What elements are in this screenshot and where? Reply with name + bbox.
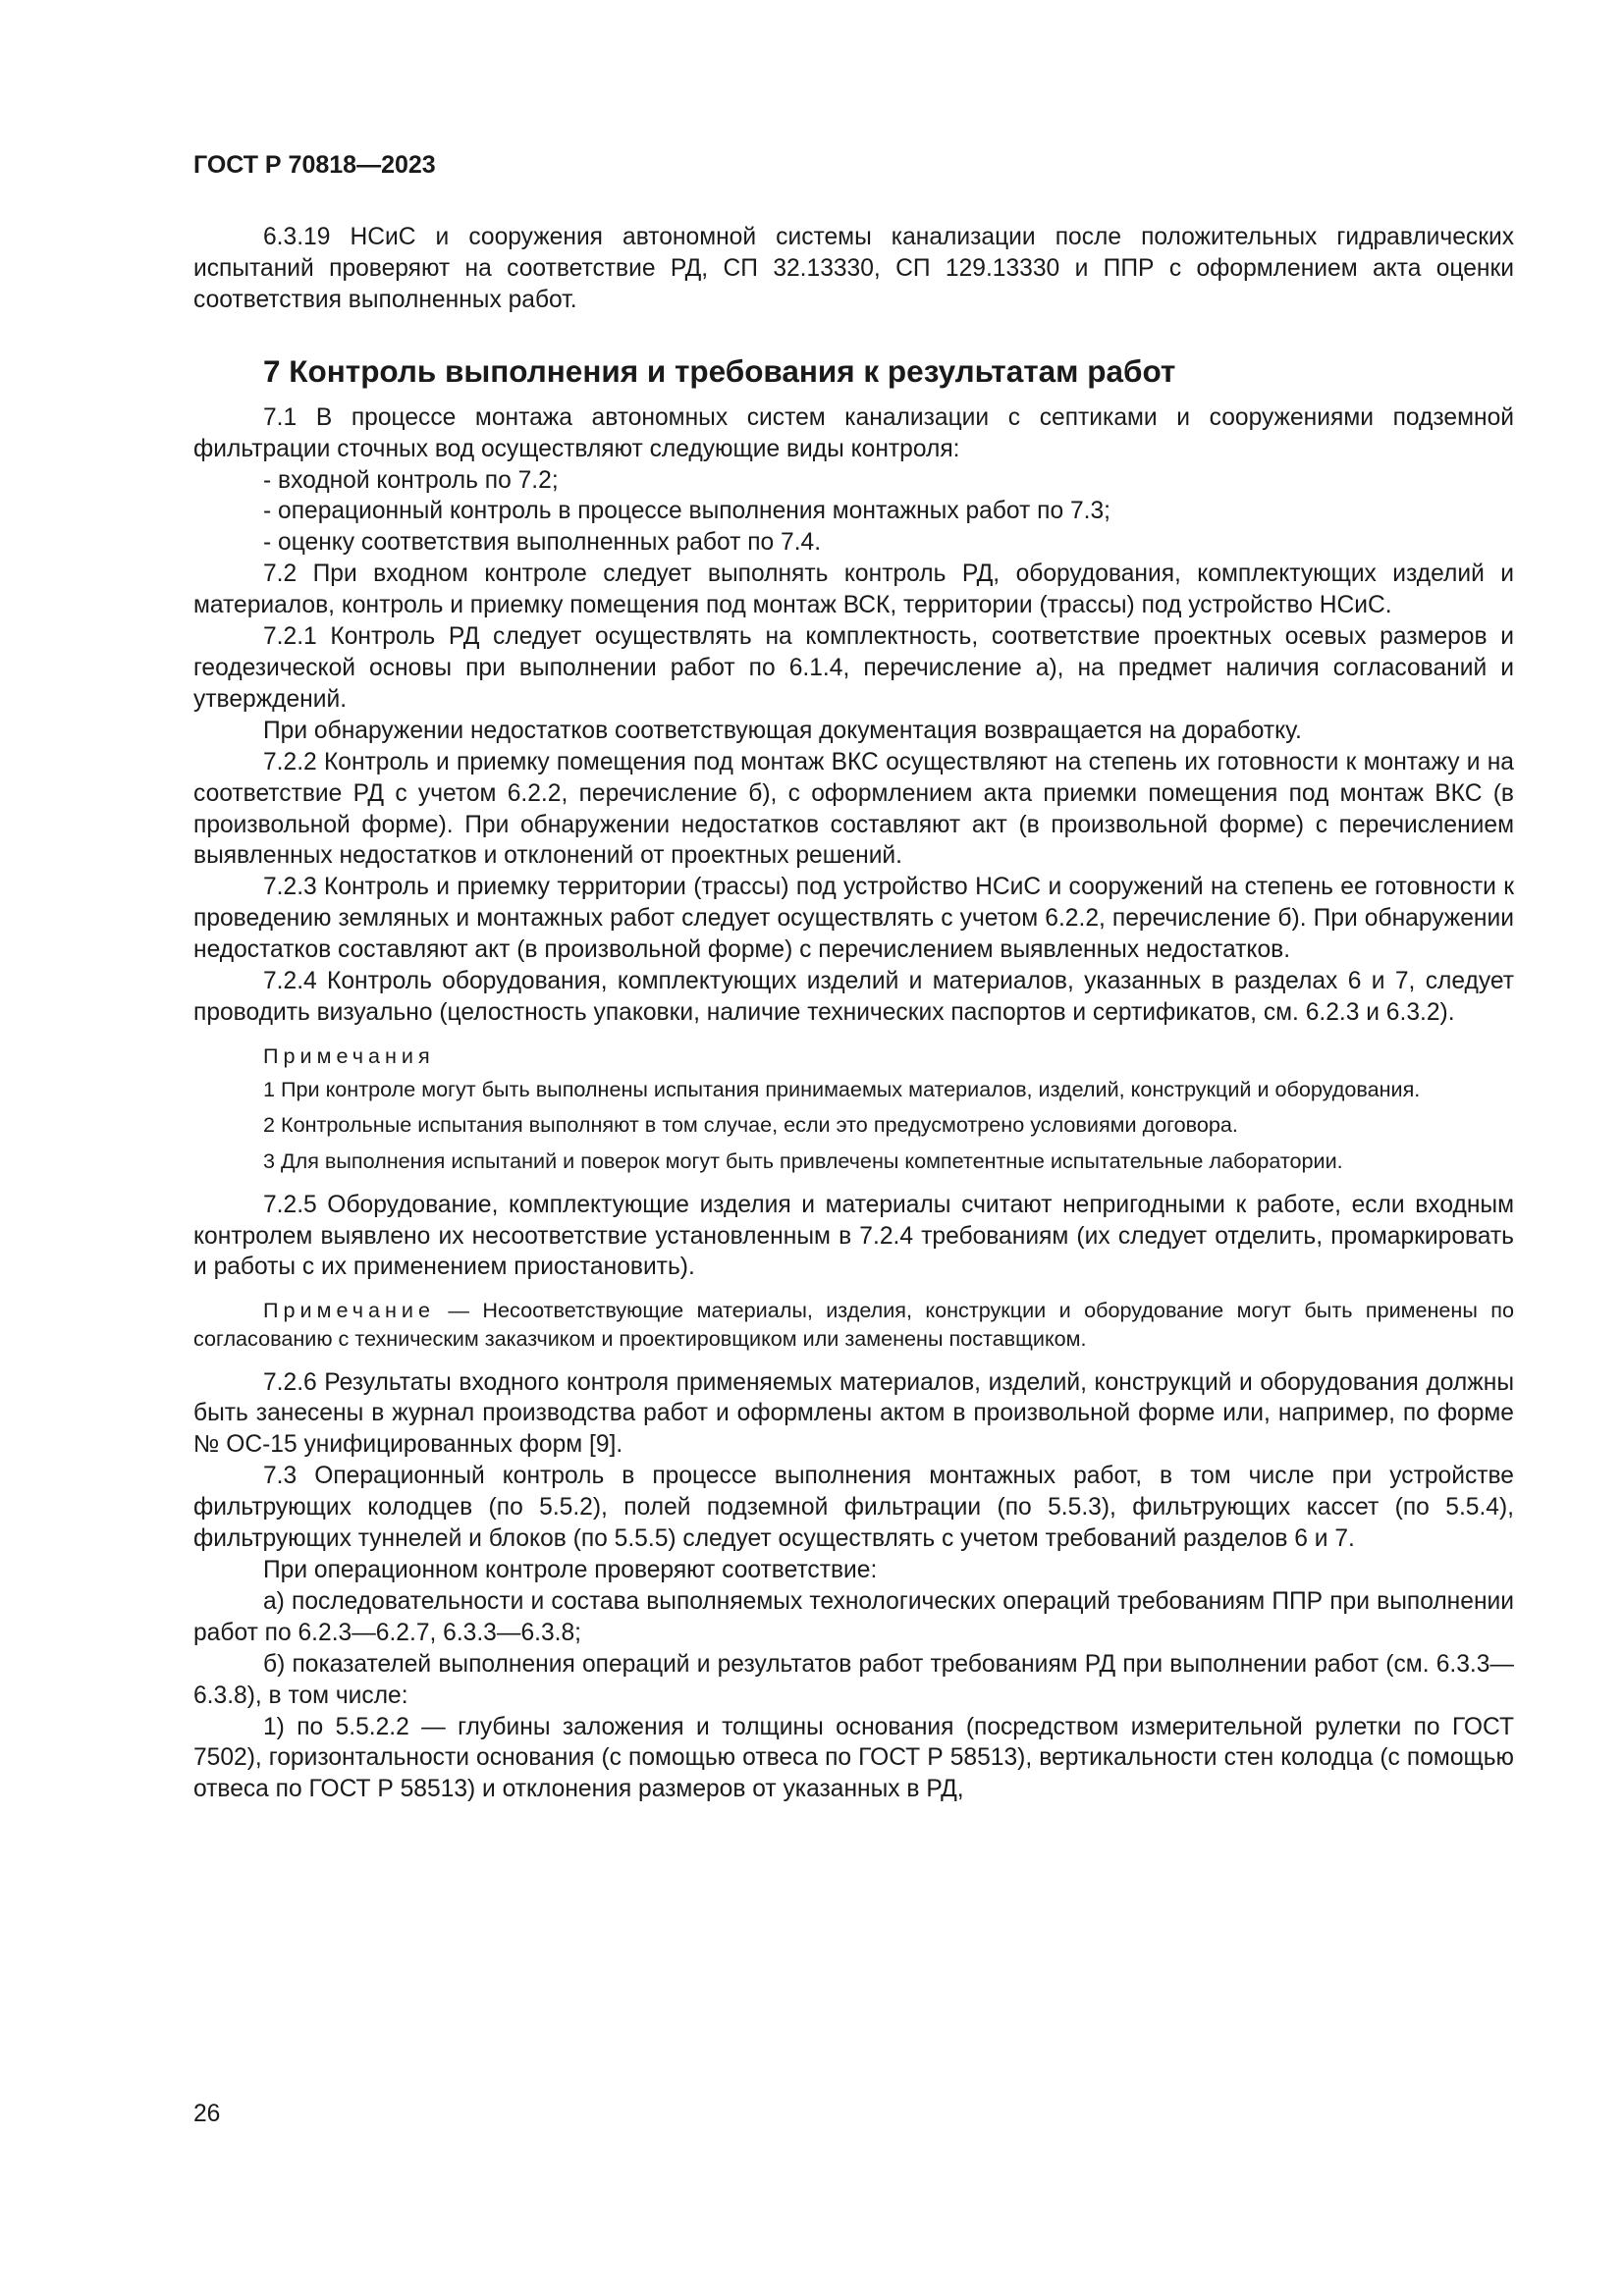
paragraph-7-2-1: 7.2.1 Контроль РД следует осуществлять на комплектность, соответствие проектных осевых размеров и геодезической основы при выполнении работ по 6.1.4, перечисление а), на предмет наличия согласований и утверждений. bbox=[193, 623, 1514, 713]
paragraph-7-2-6: 7.2.6 Результаты входного контроля применяемых материалов, изделий, конструкций и оборудования должны быть занесены в журнал производства работ и оформлены актом в произвольной форме или, например, по форме № ОС-15 унифицированных форм [9]. bbox=[193, 1368, 1514, 1459]
page-content bbox=[193, 222, 1514, 1805]
note-item: 3 Для выполнения испытаний и поверок могут быть привлечены компетентные испытательные лаборатории. bbox=[263, 1148, 1343, 1174]
note-text: — Несоответствующие материалы, изделия, конструкции и оборудование могут быть применены по согласованию с техническим заказчиком и проектировщиком или заменены поставщиком. bbox=[193, 1298, 1514, 1351]
list-item: - входной контроль по 7.2; bbox=[263, 466, 559, 494]
section-7-title: 7 Контроль выполнения и требования к результатам работ bbox=[263, 352, 1176, 389]
note-single bbox=[193, 1297, 1514, 1353]
paragraph-7-2-2: 7.2.2 Контроль и приемку помещения под монтаж ВКС осуществляют на степень их готовности к монтажу и на соответствие РД с учетом 6.2.2, перечисление б), с оформлением акта приемки помещения под монтаж ВКС (в произвольной форме). При обнаружении недостатков составляют акт (в произвольной форме) с перечислением выявленных недостатков и отклонений от проектных решений. bbox=[193, 748, 1514, 870]
paragraph-7-2-4: 7.2.4 Контроль оборудования, комплектующих изделий и материалов, указанных в разделах 6 и 7, следует проводить визуально (целостность упаковки, наличие технических паспортов и сертификатов, см. 6.2.3 и 6.3.2). bbox=[193, 968, 1514, 1026]
note-item: 2 Контрольные испытания выполняют в том случае, если это предусмотрено условиями договора. bbox=[263, 1112, 1238, 1138]
paragraph-7-2-1-followup: При обнаружении недостатков соответствующая документация возвращается на доработку. bbox=[263, 717, 1302, 744]
page-number: 26 bbox=[193, 2101, 221, 2127]
paragraph-7-2: 7.2 При входном контроле следует выполнять контроль РД, оборудования, комплектующих изделий и материалов, контроль и приемку помещения под монтаж ВСК, территории (трассы) под устройство НСиС. bbox=[193, 561, 1514, 619]
list-item: - оценку соответствия выполненных работ по 7.4. bbox=[263, 529, 822, 557]
note-item: 1 При контроле могут быть выполнены испытания принимаемых материалов, изделий, конструкций и оборудования. bbox=[263, 1076, 1421, 1101]
paragraph-7-3-b: б) показателей выполнения операций и результатов работ требованиям РД при выполнении работ (см. 6.3.3—6.3.8), в том числе: bbox=[193, 1650, 1514, 1709]
paragraph-7-1: 7.1 В процессе монтажа автономных систем канализации с септиками и сооружениями подземной фильтрации сточных вод осуществляют следующие виды контроля: bbox=[193, 403, 1514, 462]
list-item: - операционный контроль в процессе выполнения монтажных работ по 7.3; bbox=[263, 498, 1110, 525]
paragraph-7-3: 7.3 Операционный контроль в процессе выполнения монтажных работ, в том числе при устройстве фильтрующих колодцев (по 5.5.2), полей подземной фильтрации (по 5.5.3), фильтрующих кассет (по 5.5.4), фильтрующих туннелей и блоков (по 5.5.5) следует осуществлять с учетом требований разделов 6 и 7. bbox=[193, 1463, 1514, 1553]
note-label: Примечание bbox=[263, 1298, 435, 1323]
paragraph-7-3-intro: При операционном контроле проверяют соответствие: bbox=[263, 1556, 878, 1583]
document-header-id: ГОСТ Р 70818—2023 bbox=[193, 151, 436, 179]
notes-title: Примечания bbox=[263, 1042, 435, 1068]
paragraph-7-2-5: 7.2.5 Оборудование, комплектующие изделия и материалы считают непригодными к работе, если входным контролем выявлено их несоответствие установленным в 7.2.4 требованиям (их следует отделить, промаркировать и работы с их применением приостановить). bbox=[193, 1191, 1514, 1281]
paragraph-7-2-3: 7.2.3 Контроль и приемку территории (трассы) под устройство НСиС и сооружений на степень ее готовности к проведению земляных и монтажных работ следует осуществлять с учетом 6.2.2, перечисление б). При обнаружении недостатков составляют акт (в произвольной форме) с перечислением выявленных недостатков. bbox=[193, 874, 1514, 964]
paragraph-7-3-a: а) последовательности и состава выполняемых технологических операций требованиям ППР при выполнении работ по 6.2.3—6.2.7, 6.3.3—6.3.8; bbox=[193, 1587, 1514, 1646]
paragraph-6-3-19: 6.3.19 НСиС и сооружения автономной системы канализации после положительных гидравлических испытаний проверяют на соответствие РД, СП 32.13330, СП 129.13330 и ППР с оформлением акта оценки соответствия выполненных работ. bbox=[193, 224, 1514, 313]
paragraph-7-3-1: 1) по 5.5.2.2 — глубины заложения и толщины основания (посредством измерительной рулетки по ГОСТ 7502), горизонтальности основания (с помощью отвеса по ГОСТ Р 58513), вертикальности стен колодца (с помощью отвеса по ГОСТ Р 58513) и отклонения размеров от указанных в РД, bbox=[193, 1713, 1514, 1803]
